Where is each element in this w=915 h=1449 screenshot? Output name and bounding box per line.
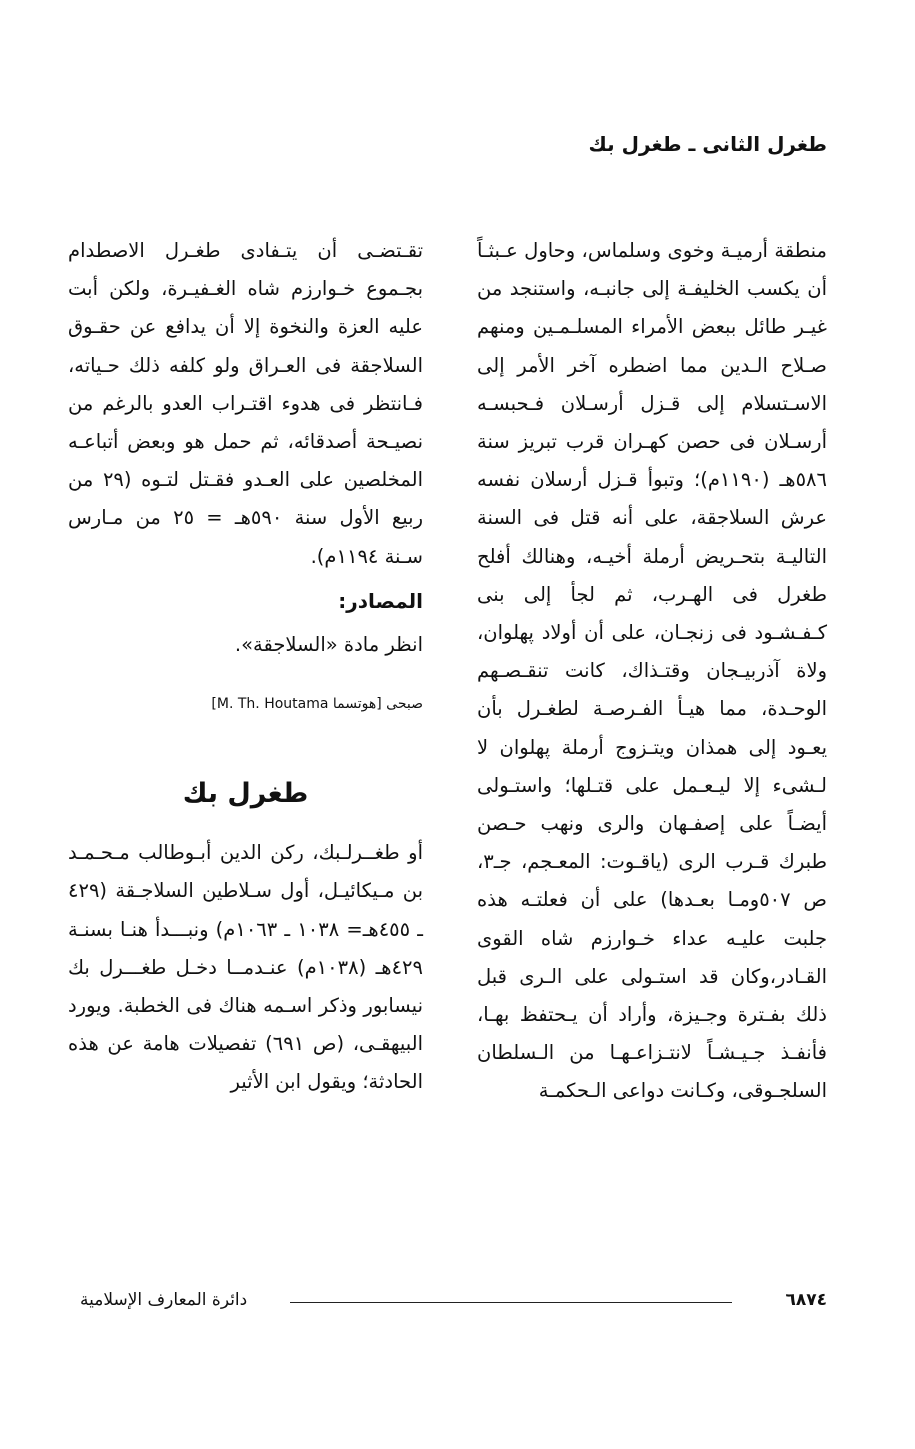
body-paragraph: أو طغــرلـبك، ركن الدين أبـوطالب مـحـمـد بن مـيكائيـل، أول سـلاطين السلاجـقة (٤٢٩ ـ ٤٥٥هـ= ١٠٣٨ ـ ١٠٦٣م) ونبـــدأ هنـا بسنـة ٤٢٩هـ (١٠٣٨م) عنـدمــا دخـل طغـــرل بك نيسابور وذكر اسـمه هناك فى الخطبة. ويورد البيهقـى، (ص ٦٩١) تفصيلات هامة عن هذه الحادثة؛ ويقول ابن الأثير [68, 841, 423, 1094]
sources-text: انظر مادة «السلاجقة». [234, 633, 423, 657]
right-column [477, 232, 827, 1111]
article-title: طغرل بك [182, 778, 309, 810]
running-header: طغرل الثانى ـ طغرل بك [588, 132, 827, 156]
page-number: ٦٨٧٤ [785, 1290, 827, 1310]
body-paragraph: منطقة أرميـة وخوى وسلماس، وحاول عـبثـاً أن يكسب الخليفـة إلى جانبـه، واستنجد من غيـر طائل ببعض الأمراء المسلـمـين ومنهم صـلاح الـدين مما اضطره آخر الأمر إلى الاسـتسلام إلى قـزل أرسـلان فـحبسـه أرسـلان فى حصن كهـران قرب تبريز سنة ٥٨٦هـ (١١٩٠م)؛ وتبوأ قـزل أرسلان نفسه عرش السلاجقة، على أنه قتل فى السنة التاليـة بتحـريض أرملة أخيـه، وهنالك أفلح طغرل فى الهـرب، ثم لجأ إلى بنى كـفـشـود فى زنجـان، على أن أولاد پهلوان، ولاة آذربيـجان وقتـذاك، كانت تنقـصـهم الوحـدة، مما هيـأ الفـرصـة لطغـرل بأن يعـود إلى همذان ويتـزوج أرملة پهلوان لا لـشىء إلا ليـعـمل على قتـلها؛ واستـولى أيضـاً على إصفـهان والرى ونهب حـصن طبرك قـرب الرى (ياقـوت: المعـجم، جـ٣، ص ٥٠٧ومـا بعـدها) على أن فعلتـه هذه جلبت عليـه عداء خـوارزم شاه القوى القـادر،وكان قد استـولى على الـرى قبل ذلك بفـترة وجـيزة، وأراد أن يـحتفظ بهـا، فأنفـذ جـيـشـاً لانتـزاعـهـا من الـسلطان السلجـوقى، وكـانت دواعى الـحكمـة [477, 239, 827, 1103]
encyclopedia-name: دائرة المعارف الإسلامية [80, 1290, 248, 1310]
sources-heading: المصادر: [338, 588, 423, 613]
left-column [68, 232, 423, 1102]
body-paragraph: تقـتضـى أن يتـفادى طغـرل الاصطدام بجـموع خـوارزم شاه الغـفيـرة، ولكن أبت عليه العزة والنخوة إلا أن يدافع عن حقـوق السلاجقة فى العـراق ولو كلفه ذلك حـياته، فـانتظر فى هدوء اقتـراب العدو بالرغم من نصيـحة أصدقائه، ثم حمل هو وبعض أتباعـه المخلصين على العـدو فقـتل لتـوه (٢٩ من ربيع الأول سنة ٥٩٠هـ = ٢٥ من مـارس سـنة ١١٩٤م). [68, 239, 423, 568]
footer-divider [290, 1302, 732, 1303]
page-footer [80, 1290, 827, 1320]
author-attribution: صبحى [هوتسما M. Th. Houtama] [211, 696, 423, 713]
